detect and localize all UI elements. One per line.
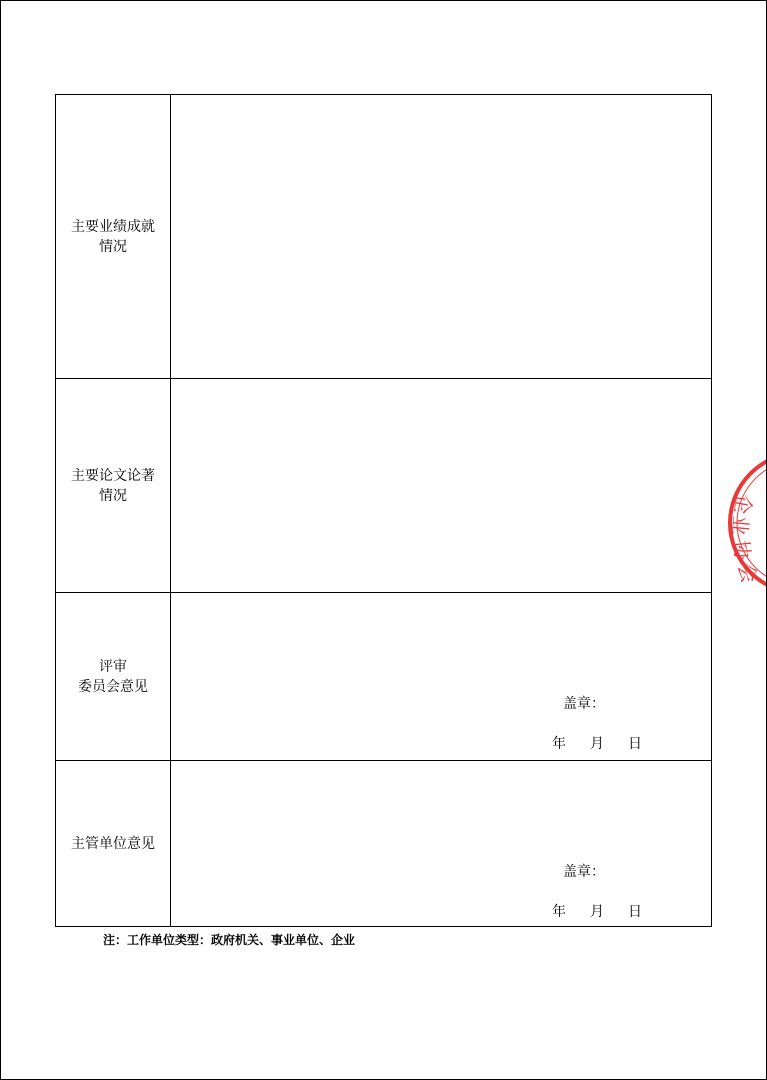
date-line [552, 901, 642, 921]
svg-text:企: 企 [729, 492, 757, 516]
year-label: 年 [552, 904, 566, 920]
committee-opinion-label-cell [56, 593, 171, 761]
table-row [56, 379, 712, 593]
day-label: 日 [628, 904, 642, 920]
date-line [552, 733, 642, 753]
achievements-content-cell[interactable] [171, 95, 712, 379]
achievements-label-cell [56, 95, 171, 379]
month-label: 月 [590, 736, 604, 752]
svg-text:业: 业 [727, 514, 753, 537]
official-seal-stamp [726, 453, 766, 593]
supervisor-opinion-label-cell [56, 761, 171, 927]
achievements-label: 主要业绩成就 [71, 218, 155, 235]
svg-text:会: 会 [733, 560, 762, 586]
footnote: 注：工作单位类型：政府机关、事业单位、企业 [103, 933, 356, 947]
table-row [56, 761, 712, 927]
seal-label: 盖章： [563, 864, 605, 880]
svg-text:协: 协 [729, 539, 755, 562]
committee-opinion-label-line2: 委员会意见 [78, 678, 148, 695]
year-label: 年 [552, 736, 566, 752]
achievements-label-line2: 情况 [99, 238, 127, 255]
form-table [55, 94, 712, 927]
publications-label-line2: 情况 [99, 487, 127, 504]
seal-label: 盖章： [563, 696, 605, 712]
committee-opinion-content-cell[interactable] [171, 593, 712, 761]
publications-label-cell [56, 379, 171, 593]
committee-opinion-label: 评审 [99, 658, 127, 675]
table-row [56, 593, 712, 761]
table-row [56, 95, 712, 379]
publications-content-cell[interactable] [171, 379, 712, 593]
supervisor-opinion-label: 主管单位意见 [71, 835, 155, 852]
publications-label: 主要论文论著 [71, 467, 155, 484]
day-label: 日 [628, 736, 642, 752]
supervisor-opinion-content-cell[interactable] [171, 761, 712, 927]
month-label: 月 [590, 904, 604, 920]
